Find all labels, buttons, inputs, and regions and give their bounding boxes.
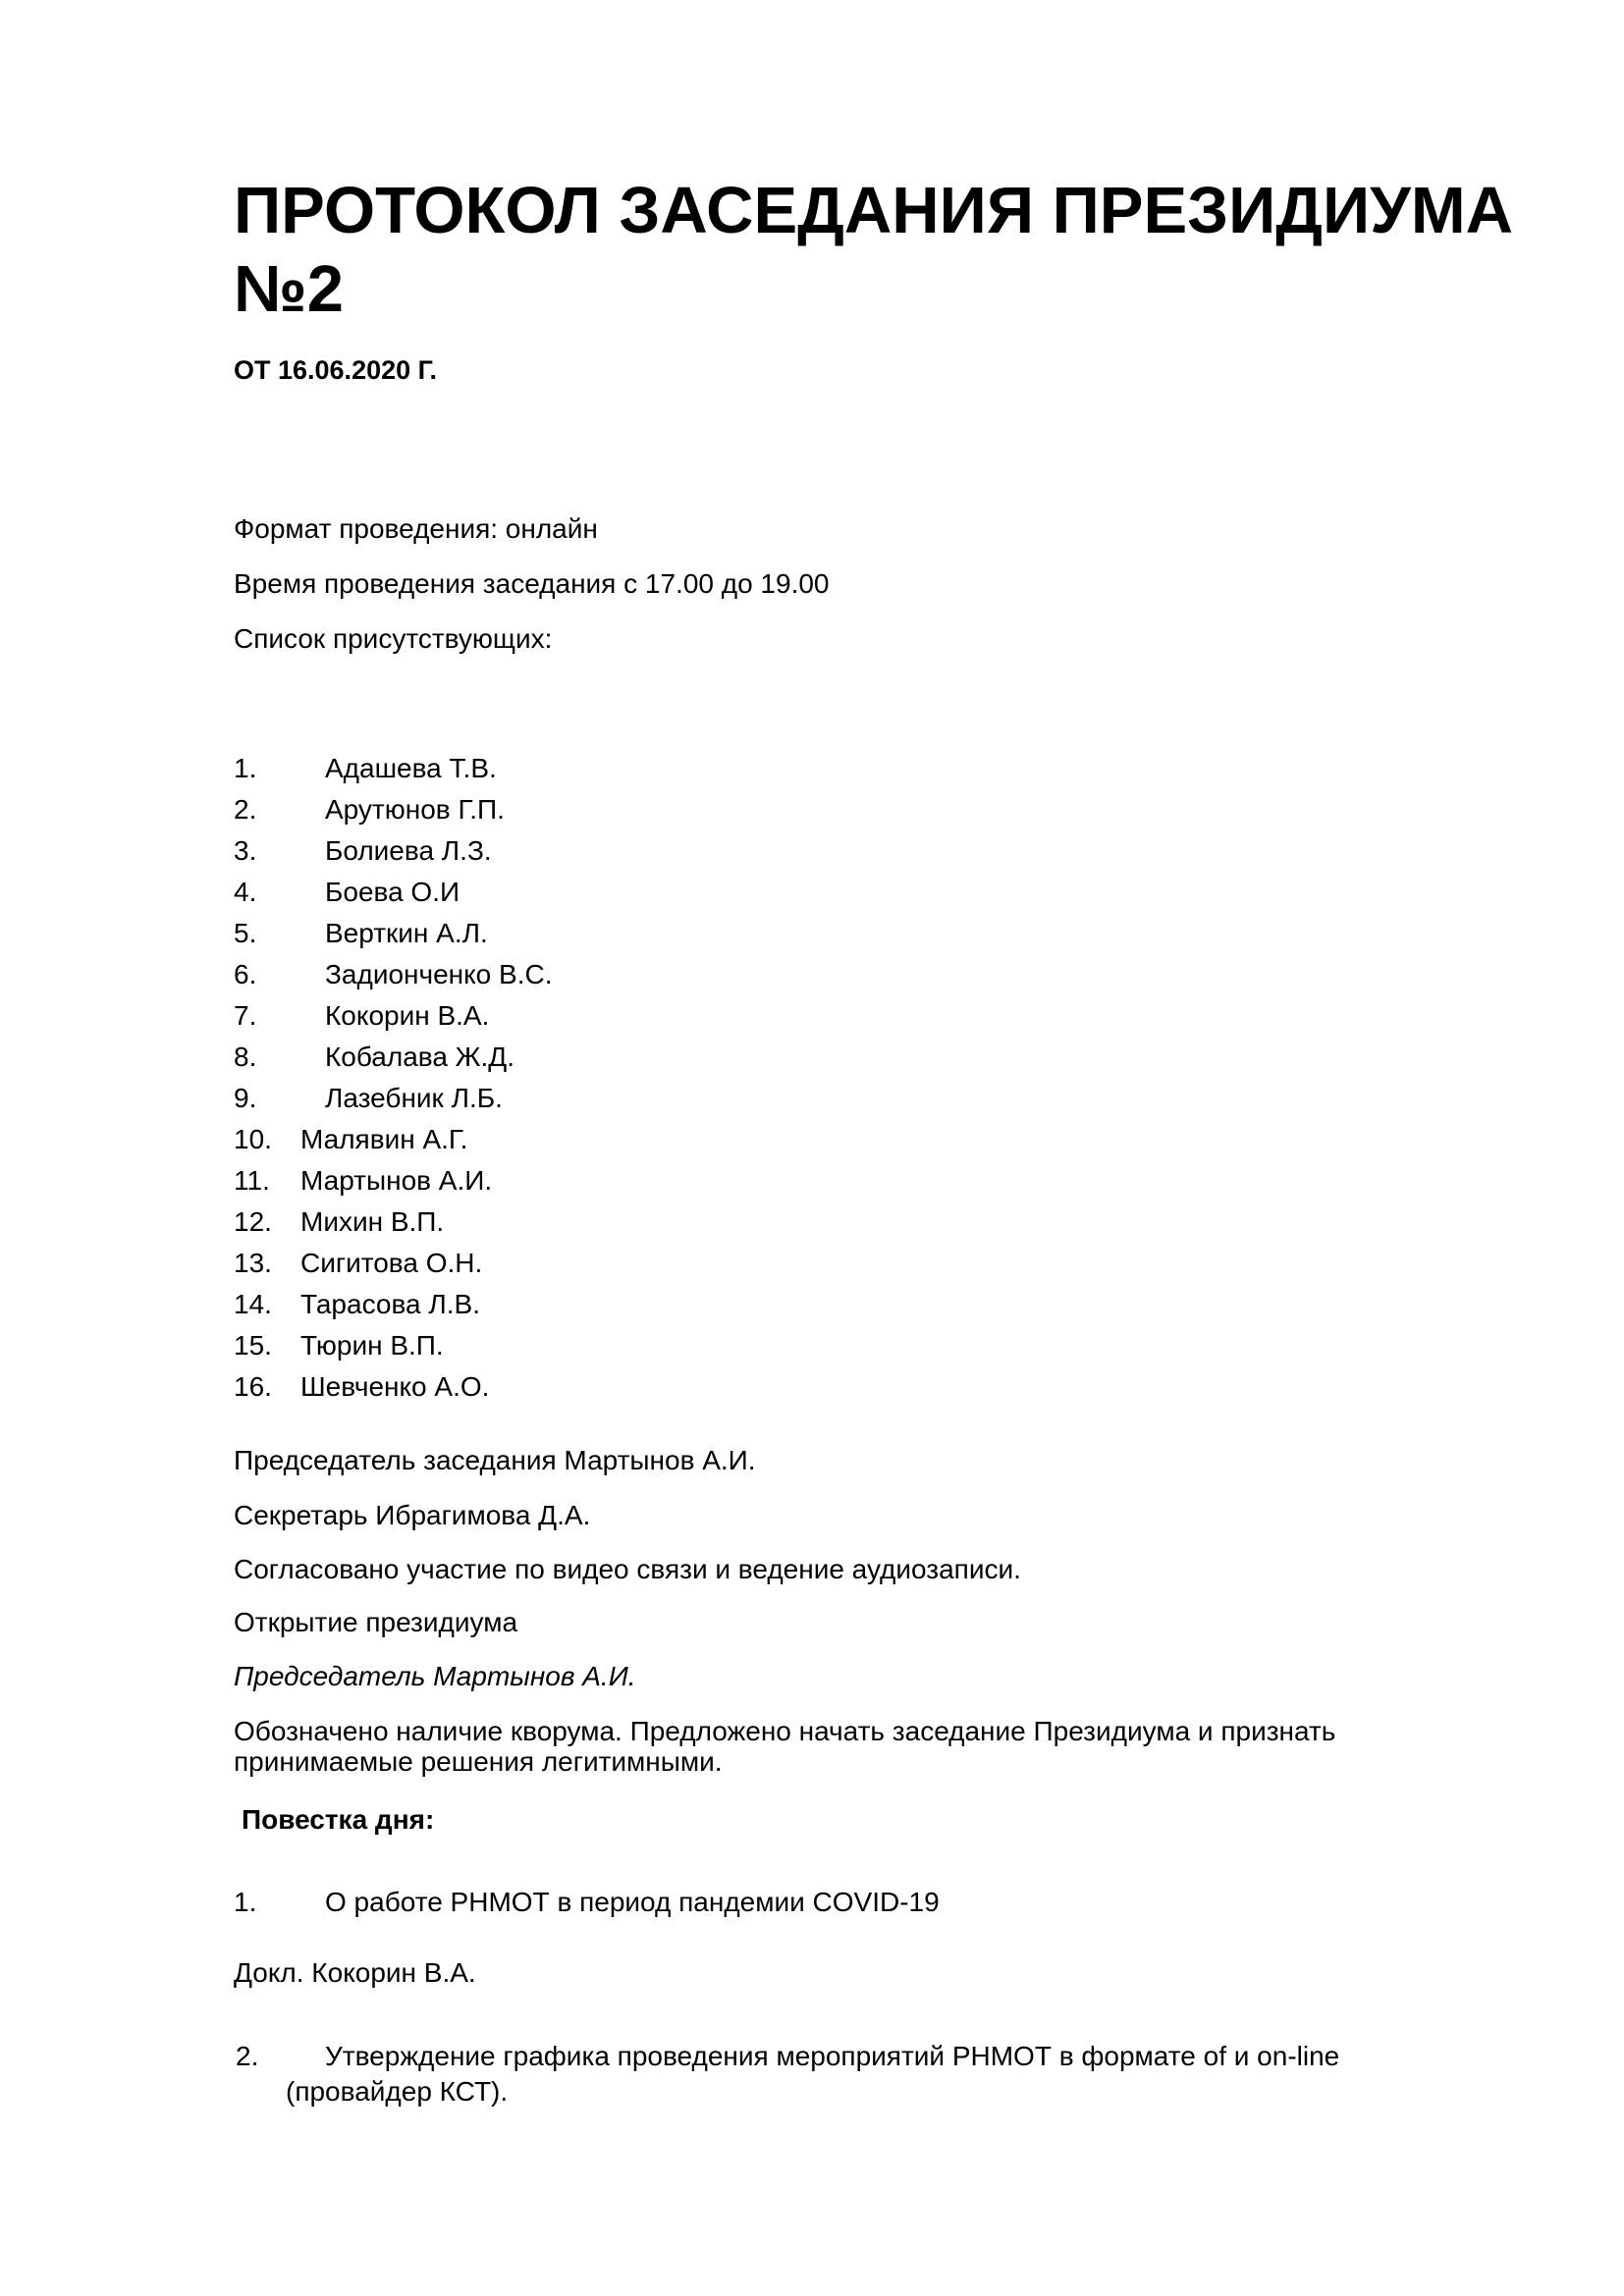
opening-line: Открытие президиума xyxy=(234,1607,518,1637)
meeting-format: Формат проведения: онлайн xyxy=(234,513,598,544)
list-item-number: 1. xyxy=(234,753,257,783)
attendee-name: Тарасова Л.В. xyxy=(300,1289,480,1319)
secretary-line: Секретарь Ибрагимова Д.А. xyxy=(234,1500,591,1530)
attendee-name: Сигитова О.Н. xyxy=(300,1248,483,1278)
list-item-number: 2. xyxy=(234,794,257,825)
list-item xyxy=(234,1164,493,1205)
list-item xyxy=(234,1288,480,1329)
opening-speaker: Председатель Мартынов А.И. xyxy=(234,1661,636,1691)
attendee-name: Кобалава Ж.Д. xyxy=(325,1041,515,1072)
list-item-number: 12. xyxy=(234,1206,272,1237)
attendee-name: Мартынов А.И. xyxy=(300,1165,493,1196)
attendee-name: Михин В.П. xyxy=(300,1206,445,1237)
list-item-number: 3. xyxy=(234,835,257,866)
list-item xyxy=(234,1329,444,1370)
list-item-number: 5. xyxy=(234,918,257,948)
attendee-name: Лазебник Л.Б. xyxy=(325,1083,503,1113)
list-item xyxy=(234,876,460,917)
agreement-line: Согласовано участие по видео связи и ведение аудиозаписи. xyxy=(234,1554,1021,1584)
list-item xyxy=(234,1205,445,1247)
list-item-number: 14. xyxy=(234,1289,272,1319)
attendee-name: Малявин А.Г. xyxy=(300,1124,468,1154)
agenda-item-reporter: Докл. Кокорин В.А. xyxy=(234,1957,476,1988)
attendee-name: Кокорин В.А. xyxy=(325,1000,490,1031)
list-item-number: 10. xyxy=(234,1124,272,1154)
agenda-item-text: О работе РНМОТ в период пандемии COVID-19 xyxy=(325,1887,940,1917)
list-item xyxy=(234,999,490,1041)
list-item-number: 8. xyxy=(234,1041,257,1072)
list-item xyxy=(234,1123,468,1164)
list-item-number: 13. xyxy=(234,1248,272,1278)
list-item-number: 11. xyxy=(234,1165,270,1196)
list-item-number: 4. xyxy=(234,877,257,907)
attendee-name: Верткин А.Л. xyxy=(325,918,488,948)
attendees-list xyxy=(234,752,553,1412)
agenda-item-number: 1. xyxy=(234,1887,257,1917)
agenda-item-number: 2. xyxy=(236,2041,259,2071)
attendee-name: Боева О.И xyxy=(325,877,460,907)
list-item xyxy=(234,917,488,958)
list-item-number: 7. xyxy=(234,1000,257,1031)
agenda-item-text-continued: (провайдер КСТ). xyxy=(286,2076,509,2107)
attendee-name: Адашева Т.В. xyxy=(325,753,497,783)
list-item-number: 9. xyxy=(234,1083,257,1113)
list-item xyxy=(234,1247,483,1288)
attendee-name: Задионченко В.С. xyxy=(325,959,553,989)
agenda-heading: Повестка дня: xyxy=(242,1804,435,1835)
list-item-number: 15. xyxy=(234,1330,272,1361)
attendee-name: Тюрин В.П. xyxy=(300,1330,444,1361)
list-item xyxy=(234,752,497,793)
meeting-time: Время проведения заседания с 17.00 до 19.00 xyxy=(234,568,830,599)
document-title: ПРОТОКОЛ ЗАСЕДАНИЯ ПРЕЗИДИУМА №2 xyxy=(234,174,1514,326)
attendees-heading: Список присутствующих: xyxy=(234,623,553,654)
attendee-name: Арутюнов Г.П. xyxy=(325,794,505,825)
chairman-line: Председатель заседания Мартынов А.И. xyxy=(234,1445,756,1475)
attendee-name: Болиева Л.З. xyxy=(325,835,492,866)
list-item xyxy=(234,1370,490,1412)
list-item-number: 16. xyxy=(234,1371,272,1402)
attendee-name: Шевченко А.О. xyxy=(300,1371,490,1402)
list-item xyxy=(234,1082,503,1123)
quorum-paragraph: Обозначено наличие кворума. Предложено начать заседание Президиума и признать принимаемые решения легитимными. xyxy=(234,1716,1336,1777)
list-item xyxy=(234,793,505,834)
agenda-item-text: Утверждение графика проведения мероприятий РНМОТ в формате of и on-line xyxy=(325,2041,1340,2071)
list-item-number: 6. xyxy=(234,959,257,989)
list-item xyxy=(234,1041,515,1082)
list-item xyxy=(234,834,492,876)
document-date: ОТ 16.06.2020 Г. xyxy=(234,355,438,385)
list-item xyxy=(234,958,553,999)
